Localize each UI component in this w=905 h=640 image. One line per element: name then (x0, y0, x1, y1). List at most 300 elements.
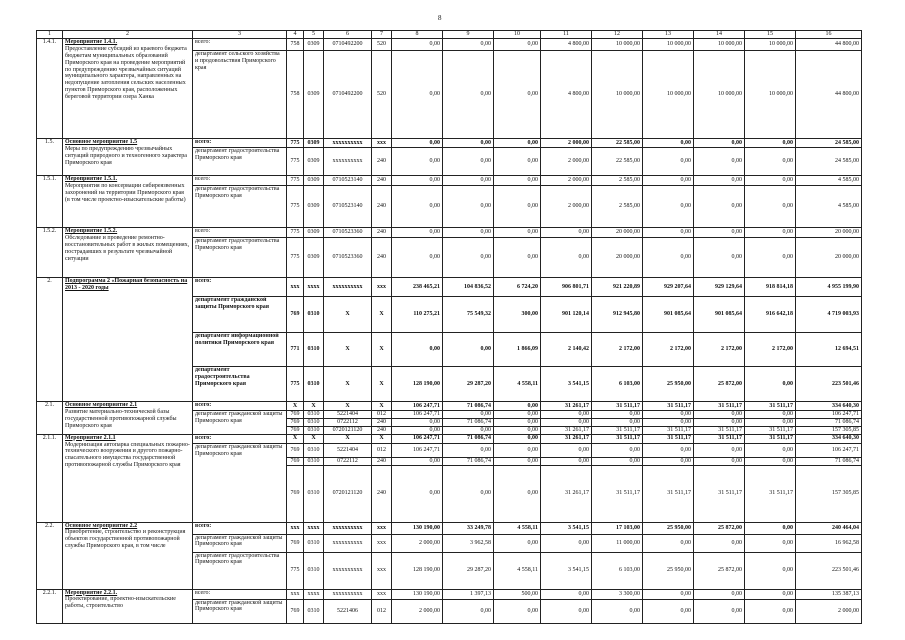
responsible-cell: всего: (193, 228, 287, 238)
value-cell: 0,00 (592, 443, 643, 457)
value-cell: 20 000,00 (592, 228, 643, 238)
value-cell: 0309 (304, 139, 324, 148)
value-cell: 71 086,74 (443, 434, 494, 443)
value-cell: 3 541,15 (541, 552, 592, 589)
value-cell: 012 (372, 411, 392, 419)
responsible-cell: всего: (193, 139, 287, 148)
value-cell: 0,00 (694, 148, 745, 176)
value-cell: 0,00 (745, 522, 796, 534)
value-cell: 25 872,00 (694, 522, 745, 534)
budget-table (36, 30, 862, 624)
value-cell: 31 511,17 (694, 465, 745, 522)
value-cell: 1 866,09 (494, 333, 541, 367)
value-cell: 0,00 (745, 238, 796, 278)
header-cell: 5 (304, 31, 324, 39)
value-cell: 157 305,85 (796, 426, 862, 434)
value-cell: 2 000,00 (392, 599, 443, 623)
value-cell: 0722112 (324, 418, 372, 426)
value-cell: 0,00 (494, 465, 541, 522)
value-cell: 0,00 (745, 186, 796, 228)
value-cell: X (324, 402, 372, 411)
value-cell: 31 511,17 (592, 402, 643, 411)
responsible-cell: департамент гражданской защиты Приморского края (193, 297, 287, 333)
responsible-cell: департамент градостроительства Приморского края (193, 148, 287, 176)
value-cell: 0309 (304, 148, 324, 176)
value-cell: 0710523360 (324, 228, 372, 238)
value-cell: 771 (287, 333, 304, 367)
value-cell: 240 464,04 (796, 522, 862, 534)
value-cell: 20 000,00 (796, 238, 862, 278)
value-cell: 240 (372, 426, 392, 434)
value-cell: 0,00 (745, 176, 796, 186)
value-cell: X (372, 402, 392, 411)
value-cell: 758 (287, 51, 304, 139)
item-title: Мероприятие 2.1.1 (65, 434, 116, 441)
value-cell: 0,00 (541, 411, 592, 419)
table-row (37, 402, 862, 411)
value-cell: xxx (372, 534, 392, 552)
value-cell: 0,00 (443, 443, 494, 457)
value-cell: xxx (287, 522, 304, 534)
value-cell: 0,00 (443, 176, 494, 186)
value-cell: 3 300,00 (592, 589, 643, 599)
table-row (37, 39, 862, 51)
value-cell: 901 085,64 (643, 297, 694, 333)
value-cell: 22 585,00 (592, 148, 643, 176)
value-cell: 2 000,00 (541, 148, 592, 176)
value-cell: 0,00 (694, 186, 745, 228)
responsible-cell: всего: (193, 402, 287, 411)
value-cell: 10 000,00 (592, 39, 643, 51)
value-cell: 0,00 (443, 333, 494, 367)
value-cell: 0,00 (643, 418, 694, 426)
item-desc: Предоставление субсидий из краевого бюджета бюджетам муниципальных образований Приморского края на проведение мероприятий по предупреждению чрезвычайных ситуаций муниципального характера, направленных на недопущение затопления сельских населенных пунктов Приморского края, расположенных береговой территории озера Ханка (65, 45, 187, 101)
value-cell: 0,00 (745, 457, 796, 465)
value-cell: 0,00 (494, 51, 541, 139)
value-cell: xxxx (304, 278, 324, 297)
table-row (37, 522, 862, 534)
item-desc: Модернизация автопарка специальных пожарно-технического вооружения и другого пожарно-спасательного имущества государственной противопожарной службы Приморского края (65, 441, 190, 469)
item-description (63, 434, 193, 522)
value-cell: 0309 (304, 228, 324, 238)
value-cell: xxxxxxxxxx (324, 522, 372, 534)
value-cell: 29 287,20 (443, 367, 494, 402)
value-cell: 71 086,74 (796, 418, 862, 426)
responsible-cell: департамент градостроительства Приморского края (193, 552, 287, 589)
item-description (63, 589, 193, 623)
value-cell: 240 (372, 457, 392, 465)
value-cell: 775 (287, 148, 304, 176)
value-cell: 5221404 (324, 411, 372, 419)
value-cell: 33 249,78 (443, 522, 494, 534)
value-cell: 0,00 (694, 418, 745, 426)
value-cell: 0,00 (392, 148, 443, 176)
responsible-cell: всего: (193, 589, 287, 599)
responsible-cell: департамент градостроительства Приморского края (193, 367, 287, 402)
value-cell: xxxx (304, 522, 324, 534)
table-row (37, 278, 862, 297)
value-cell: 128 190,00 (392, 552, 443, 589)
value-cell: 0310 (304, 426, 324, 434)
value-cell: X (304, 434, 324, 443)
value-cell: 0,00 (443, 39, 494, 51)
value-cell: 0,00 (541, 534, 592, 552)
value-cell: 0,00 (643, 457, 694, 465)
value-cell: 0720121120 (324, 465, 372, 522)
item-number: 1.5.1. (37, 176, 63, 228)
value-cell: 71 086,74 (443, 418, 494, 426)
value-cell: X (372, 434, 392, 443)
value-cell: xxx (287, 589, 304, 599)
value-cell: xxx (372, 552, 392, 589)
value-cell: 0,00 (541, 238, 592, 278)
value-cell: 769 (287, 411, 304, 419)
header-cell: 9 (443, 31, 494, 39)
value-cell: 912 945,80 (592, 297, 643, 333)
value-cell: 0,00 (541, 228, 592, 238)
header-cell: 14 (694, 31, 745, 39)
value-cell: 0,00 (694, 139, 745, 148)
responsible-cell: департамент градостроительства Приморского края (193, 186, 287, 228)
value-cell: 769 (287, 297, 304, 333)
item-description (63, 228, 193, 278)
value-cell: 10 000,00 (592, 51, 643, 139)
value-cell: 0,00 (745, 367, 796, 402)
value-cell: 0,00 (643, 148, 694, 176)
value-cell: 0,00 (541, 599, 592, 623)
value-cell: 0,00 (494, 148, 541, 176)
value-cell: 10 000,00 (745, 39, 796, 51)
value-cell: X (324, 434, 372, 443)
value-cell: 0,00 (592, 411, 643, 419)
value-cell: 5221404 (324, 443, 372, 457)
value-cell: 0,00 (592, 457, 643, 465)
value-cell: 758 (287, 39, 304, 51)
item-desc: Обследование и проведение ремонтно-восстановительных работ в жилых помещениях, пострадавших в результате чрезвычайной ситуации (65, 234, 190, 262)
value-cell: 0,00 (392, 51, 443, 139)
item-number: 1.5. (37, 139, 63, 176)
value-cell: 31 511,17 (745, 426, 796, 434)
table-row (37, 228, 862, 238)
value-cell: 240 (372, 228, 392, 238)
table-row (37, 434, 862, 443)
value-cell: 29 287,20 (443, 552, 494, 589)
value-cell: 71 086,74 (796, 457, 862, 465)
header-cell: 12 (592, 31, 643, 39)
value-cell: 0310 (304, 418, 324, 426)
header-cell: 2 (63, 31, 193, 39)
value-cell: 0,00 (392, 139, 443, 148)
value-cell: 3 962,58 (443, 534, 494, 552)
responsible-cell: всего: (193, 434, 287, 443)
item-title: Основное мероприятие 2.1 (65, 402, 138, 408)
value-cell: 31 511,17 (694, 426, 745, 434)
value-cell: 0,00 (392, 426, 443, 434)
value-cell: 520 (372, 51, 392, 139)
value-cell: 0710492200 (324, 39, 372, 51)
value-cell: 0,00 (494, 186, 541, 228)
value-cell: 31 511,17 (694, 402, 745, 411)
value-cell: 4 585,00 (796, 176, 862, 186)
value-cell: 0310 (304, 367, 324, 402)
value-cell: 012 (372, 599, 392, 623)
value-cell: 2 172,00 (592, 333, 643, 367)
value-cell: 520 (372, 39, 392, 51)
value-cell: 4 558,11 (494, 552, 541, 589)
item-description (63, 402, 193, 435)
item-title: Основное мероприятие 2.2 (65, 522, 138, 529)
value-cell: 0,00 (494, 434, 541, 443)
value-cell: 25 950,00 (643, 552, 694, 589)
value-cell: 769 (287, 457, 304, 465)
value-cell: 2 172,00 (694, 333, 745, 367)
value-cell: 0,00 (494, 411, 541, 419)
value-cell: 0,00 (745, 411, 796, 419)
value-cell: xxx (372, 589, 392, 599)
value-cell: 240 (372, 465, 392, 522)
value-cell: xxxxxxxxxx (324, 552, 372, 589)
value-cell: 2 585,00 (592, 186, 643, 228)
value-cell: 769 (287, 534, 304, 552)
value-cell: 0,00 (494, 426, 541, 434)
value-cell: 44 800,00 (796, 51, 862, 139)
item-number: 1.5.2. (37, 228, 63, 278)
value-cell: 25 872,00 (694, 552, 745, 589)
value-cell: 2 585,00 (592, 176, 643, 186)
responsible-cell: департамент информационной политики Приморского края (193, 333, 287, 367)
value-cell: 130 190,00 (392, 522, 443, 534)
value-cell: xxxxxxxxxx (324, 589, 372, 599)
value-cell: 0,00 (443, 228, 494, 238)
value-cell: 916 642,18 (745, 297, 796, 333)
value-cell: xxxx (304, 589, 324, 599)
value-cell: 24 585,00 (796, 139, 862, 148)
value-cell: 0,00 (643, 443, 694, 457)
value-cell: xxx (372, 139, 392, 148)
value-cell: 0,00 (392, 39, 443, 51)
value-cell: 0,00 (494, 599, 541, 623)
value-cell: 0,00 (541, 443, 592, 457)
value-cell: 31 511,17 (745, 434, 796, 443)
header-cell: 3 (193, 31, 287, 39)
value-cell: 0310 (304, 411, 324, 419)
value-cell: 4 719 003,93 (796, 297, 862, 333)
value-cell: 901 120,14 (541, 297, 592, 333)
responsible-cell: департамент сельского хозяйства и продовольствия Приморского края (193, 51, 287, 139)
value-cell: 775 (287, 176, 304, 186)
value-cell: 223 501,46 (796, 552, 862, 589)
value-cell: 300,00 (494, 297, 541, 333)
responsible-cell: департамент гражданской защиты Приморского края (193, 599, 287, 623)
value-cell: 0309 (304, 176, 324, 186)
value-cell: 10 000,00 (643, 39, 694, 51)
value-cell: 17 103,00 (592, 522, 643, 534)
value-cell: 2 172,00 (745, 333, 796, 367)
header-cell: 6 (324, 31, 372, 39)
value-cell: 0,00 (745, 228, 796, 238)
value-cell: 31 261,17 (541, 434, 592, 443)
header-cell: 7 (372, 31, 392, 39)
header-row (37, 31, 862, 39)
value-cell: 0,00 (643, 186, 694, 228)
value-cell: 775 (287, 238, 304, 278)
responsible-cell: департамент гражданской защиты Приморского края (193, 534, 287, 552)
value-cell: 0,00 (643, 139, 694, 148)
value-cell: 0,00 (392, 176, 443, 186)
value-cell: 0,00 (443, 148, 494, 176)
responsible-cell: департамент градостроительства Приморского края (193, 238, 287, 278)
value-cell: 0309 (304, 238, 324, 278)
value-cell: 31 511,17 (745, 402, 796, 411)
value-cell: 25 950,00 (643, 367, 694, 402)
value-cell: 0310 (304, 457, 324, 465)
value-cell: 929 207,64 (643, 278, 694, 297)
value-cell: xxxxxxxxxx (324, 148, 372, 176)
value-cell: 921 220,89 (592, 278, 643, 297)
value-cell: 0,00 (494, 39, 541, 51)
header-cell: 10 (494, 31, 541, 39)
value-cell: 71 086,74 (443, 402, 494, 411)
value-cell: 10 000,00 (643, 51, 694, 139)
value-cell: 775 (287, 228, 304, 238)
value-cell: 0,00 (694, 411, 745, 419)
value-cell: 0,00 (443, 238, 494, 278)
value-cell: 24 585,00 (796, 148, 862, 176)
table-row (37, 176, 862, 186)
value-cell: 0710523360 (324, 238, 372, 278)
value-cell: X (324, 297, 372, 333)
item-title: Мероприятие 1.4.1. (65, 39, 118, 45)
value-cell: 0310 (304, 443, 324, 457)
value-cell: xxxxxxxxxx (324, 278, 372, 297)
value-cell: 0,00 (443, 426, 494, 434)
value-cell: X (287, 434, 304, 443)
value-cell: 012 (372, 443, 392, 457)
item-title: Основное мероприятие 1.5 (65, 139, 138, 145)
value-cell: 240 (372, 148, 392, 176)
value-cell: 31 511,17 (643, 465, 694, 522)
value-cell: 0,00 (592, 418, 643, 426)
table-row (37, 139, 862, 148)
item-desc: Меры по предупреждению чрезвычайных ситуаций природного и техногенного характера Приморского края (65, 145, 187, 166)
value-cell: 106 247,71 (392, 402, 443, 411)
value-cell: 106 247,71 (392, 434, 443, 443)
responsible-cell: всего: (193, 39, 287, 51)
value-cell: 775 (287, 552, 304, 589)
value-cell: 0,00 (443, 465, 494, 522)
value-cell: 0,00 (494, 228, 541, 238)
header-cell: 1 (37, 31, 63, 39)
item-number: 2.2. (37, 522, 63, 589)
value-cell: 0,00 (443, 51, 494, 139)
value-cell: 0,00 (745, 534, 796, 552)
value-cell: 0,00 (392, 238, 443, 278)
responsible-cell: всего: (193, 278, 287, 297)
value-cell: 0,00 (494, 238, 541, 278)
value-cell: 106 247,71 (392, 443, 443, 457)
header-cell: 11 (541, 31, 592, 39)
value-cell: 0710523140 (324, 186, 372, 228)
item-description (63, 522, 193, 589)
item-number: 2.1.1. (37, 434, 63, 522)
value-cell: 20 000,00 (592, 238, 643, 278)
value-cell: 0,00 (745, 148, 796, 176)
value-cell: 4 955 199,90 (796, 278, 862, 297)
item-desc: Развитие материально-технической базы государственной противопожарной службы Приморского края (65, 408, 177, 429)
header-cell: 16 (796, 31, 862, 39)
value-cell: 0,00 (745, 599, 796, 623)
value-cell: 0,00 (745, 589, 796, 599)
value-cell: 0,00 (694, 176, 745, 186)
value-cell: 0310 (304, 534, 324, 552)
value-cell: 20 000,00 (796, 228, 862, 238)
value-cell: 104 836,52 (443, 278, 494, 297)
value-cell: 0310 (304, 599, 324, 623)
item-desc: Мероприятия по консервации сибиреязвенных захоронений на территории Приморского края (в том числе проектно-изыскательские работы) (65, 182, 186, 203)
page-number: 8 (438, 14, 442, 22)
value-cell: 16 962,58 (796, 534, 862, 552)
value-cell: xxx (287, 278, 304, 297)
value-cell: X (324, 333, 372, 367)
value-cell: 25 950,00 (643, 522, 694, 534)
item-number: 2.2.1. (37, 589, 63, 623)
value-cell: 0,00 (443, 411, 494, 419)
value-cell: 71 086,74 (443, 457, 494, 465)
value-cell: 31 511,17 (643, 402, 694, 411)
value-cell: 6 103,00 (592, 552, 643, 589)
value-cell: 334 640,30 (796, 402, 862, 411)
item-title: Мероприятие 2.2.1. (65, 589, 118, 596)
value-cell: 775 (287, 186, 304, 228)
value-cell: 31 261,17 (541, 465, 592, 522)
value-cell: 0,00 (494, 534, 541, 552)
value-cell: 223 501,46 (796, 367, 862, 402)
value-cell: 106 247,71 (796, 443, 862, 457)
item-title: Подпрограмма 2 «Пожарная безопасность на 2013 - 2020 годы (65, 278, 188, 291)
value-cell: 0,00 (392, 457, 443, 465)
value-cell: 0309 (304, 186, 324, 228)
value-cell: 31 511,17 (745, 465, 796, 522)
item-number: 2. (37, 278, 63, 402)
value-cell: 0,00 (694, 457, 745, 465)
value-cell: X (372, 367, 392, 402)
value-cell: 106 247,71 (796, 411, 862, 419)
value-cell: 0710523140 (324, 176, 372, 186)
value-cell: 128 190,00 (392, 367, 443, 402)
item-title: Мероприятие 1.5.1. (65, 176, 118, 182)
value-cell: 775 (287, 367, 304, 402)
value-cell: 0720121120 (324, 426, 372, 434)
value-cell: 0,00 (745, 552, 796, 589)
value-cell: 0310 (304, 552, 324, 589)
value-cell: X (287, 402, 304, 411)
value-cell: 0310 (304, 333, 324, 367)
value-cell: 0,00 (541, 589, 592, 599)
value-cell: 110 275,21 (392, 297, 443, 333)
value-cell: 0710492200 (324, 51, 372, 139)
value-cell: 12 694,51 (796, 333, 862, 367)
table-row (37, 589, 862, 599)
value-cell: 2 140,42 (541, 333, 592, 367)
value-cell: 906 801,71 (541, 278, 592, 297)
responsible-cell: всего: (193, 522, 287, 534)
responsible-cell: департамент гражданской защиты Приморского края (193, 411, 287, 435)
value-cell: X (304, 402, 324, 411)
value-cell: 44 800,00 (796, 39, 862, 51)
header-cell: 4 (287, 31, 304, 39)
value-cell: 0,00 (745, 139, 796, 148)
item-desc: Приобретение, строительство и реконструкция объектов государственной противопожарной службы Приморского края, в том числе (65, 529, 186, 550)
